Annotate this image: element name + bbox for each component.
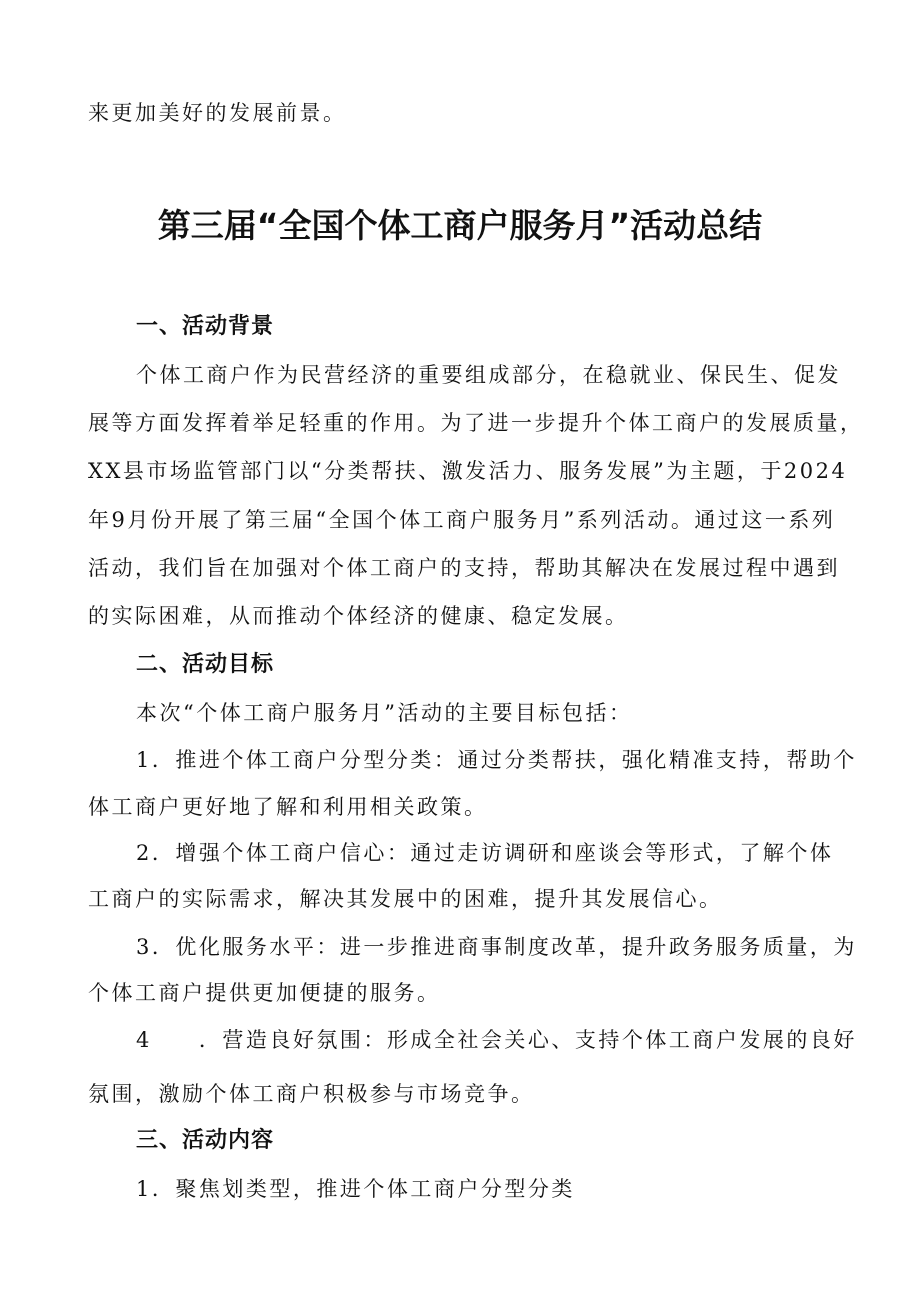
goal-line: 体工商户更好地了解和利用相关政策。: [88, 795, 488, 819]
section-heading-background: 一、活动背景: [136, 314, 275, 339]
paragraph-line: 年9月份开展了第三届“全国个体工商户服务月”系列活动。通过这一系列: [88, 508, 836, 532]
section-heading-goals: 二、活动目标: [136, 652, 275, 677]
document-title: 第三届“全国个体工商户服务月”活动总结: [157, 206, 763, 245]
goal-line: 4 ．营造良好氛围：形成全社会关心、支持个体工商户发展的良好: [136, 1028, 857, 1052]
paragraph-line: 个体工商户作为民营经济的重要组成部分，在稳就业、保民生、促发: [136, 363, 841, 387]
paragraph-line: 活动，我们旨在加强对个体工商户的支持，帮助其解决在发展过程中遇到: [88, 556, 840, 580]
goal-line: 3．优化服务水平：进一步推进商事制度改革，提升政务服务质量，为: [136, 935, 857, 959]
goal-line: 2．增强个体工商户信心：通过走访调研和座谈会等形式，了解个体: [136, 841, 834, 865]
section-heading-content: 三、活动内容: [136, 1128, 275, 1153]
intro-tail-text: 来更加美好的发展前景。: [88, 101, 347, 125]
goals-intro-text: 本次“个体工商户服务月”活动的主要目标包括：: [136, 701, 633, 725]
paragraph-line: 展等方面发挥着举足轻重的作用。为了进一步提升个体工商户的发展质量，: [88, 411, 864, 435]
paragraph-line: 的实际困难，从而推动个体经济的健康、稳定发展。: [88, 604, 629, 628]
goal-line: 工商户的实际需求，解决其发展中的困难，提升其发展信心。: [88, 887, 723, 911]
goal-line: 个体工商户提供更加便捷的服务。: [88, 981, 441, 1005]
content-item-1: 1．聚焦划类型，推进个体工商户分型分类: [136, 1177, 575, 1201]
paragraph-line: XX县市场监管部门以“分类帮扶、激发活力、服务发展”为主题，于2024: [88, 459, 848, 483]
goal-line: 氛围，激励个体工商户积极参与市场竞争。: [88, 1082, 535, 1106]
goal-line: 1．推进个体工商户分型分类：通过分类帮扶，强化精准支持，帮助个: [136, 748, 857, 772]
